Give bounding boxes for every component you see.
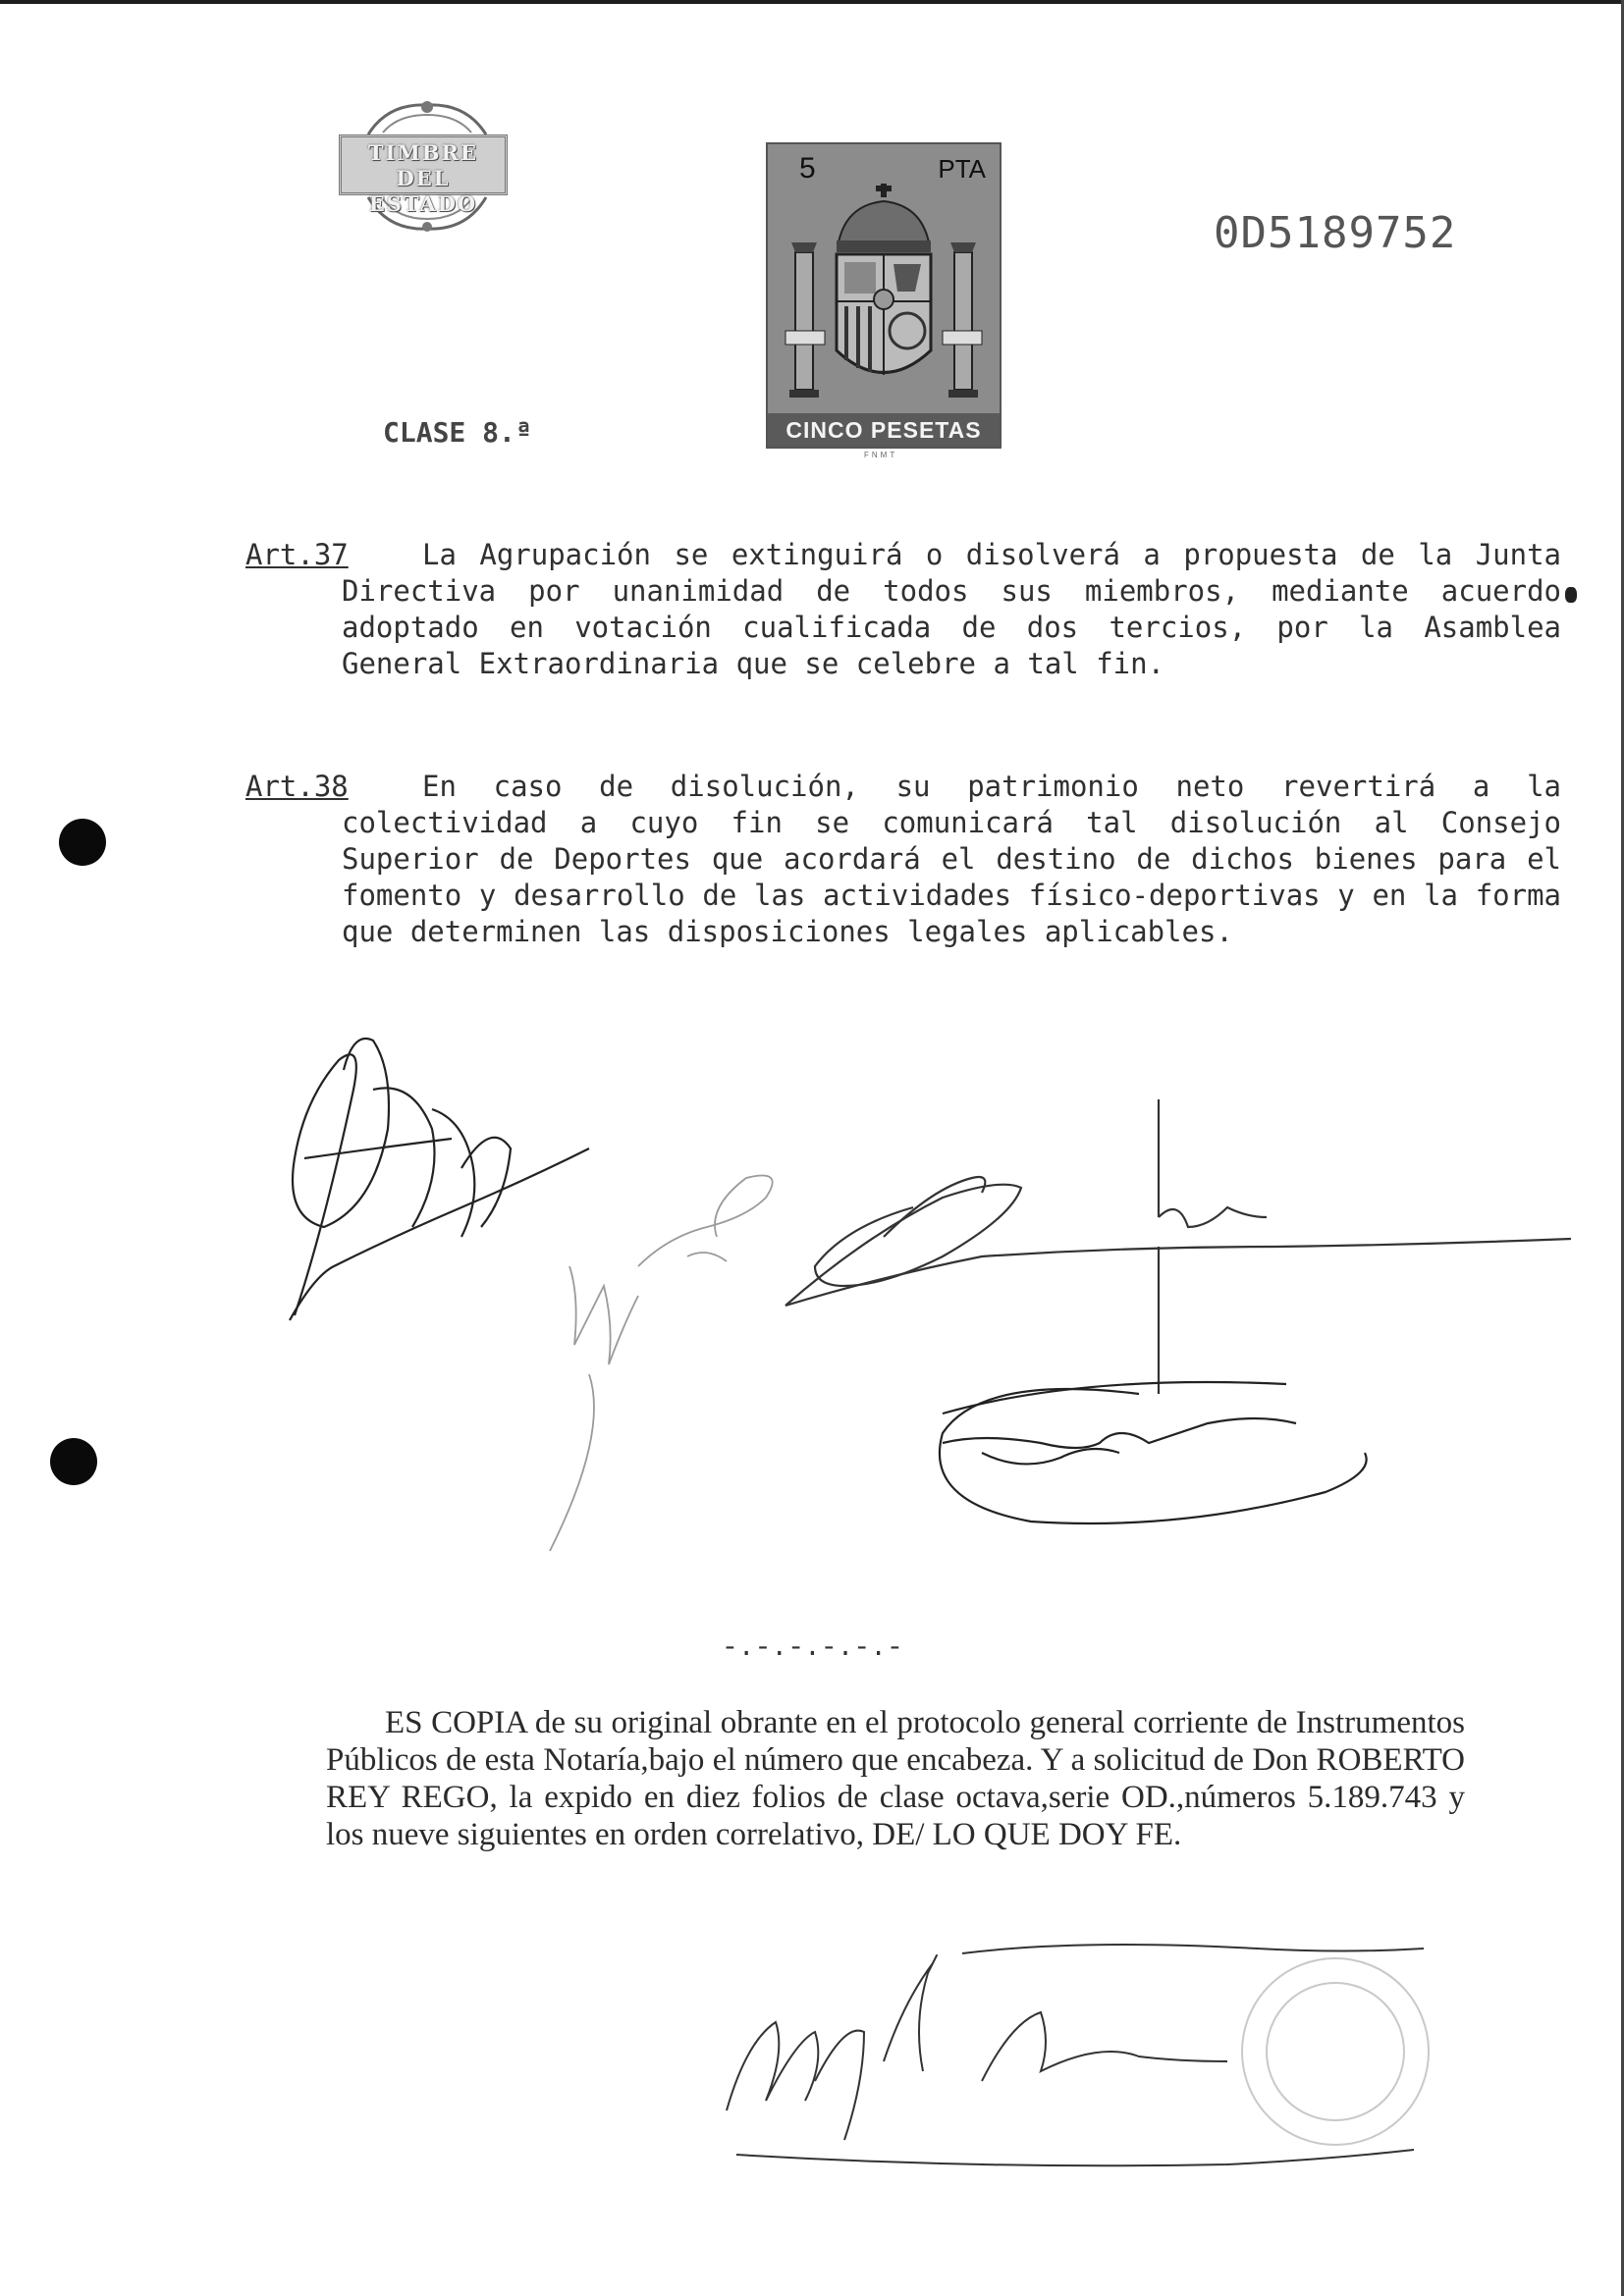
binder-hole-top [59,819,106,866]
stamp-maker-mark: FNMT [864,451,898,459]
ink-speck [1565,587,1577,603]
signature-3 [785,1099,1571,1394]
article-37-label: Art.37 [245,538,349,571]
notary-seal-faint [1242,1958,1429,2145]
signature-notary [727,1945,1424,2165]
timbre-line-1: TIMBRE [368,140,478,165]
article-37-text: La Agrupación se extinguirá o disolverá a propuesta de la Junta Directiva por unanimidad de todos sus miembros, mediante acuerdo adoptado en votación cualificada de dos tercios, por la Asamblea General Extraordinaria que se celebre a tal fin. [342,538,1561,680]
article-38-label: Art.38 [245,770,349,803]
signature-2 [550,1176,773,1552]
binder-hole-bottom [50,1438,97,1485]
article-38-text: En caso de disolución, su patrimonio neto revertirá a la colectividad a cuyo fin se comunicará tal disolución al Consejo Superior de Deportes que acordará el destino de dichos bienes para el fomento y desarrollo de las actividades físico-deportivas y en la forma que determinen las disposiciones legales aplicables. [342,770,1561,948]
clase-label: CLASE 8.ª [383,416,532,449]
stamp-label: CINCO PESETAS [768,413,1000,447]
signature-1 [290,1039,589,1320]
serial-number: 0D5189752 [1214,208,1457,258]
section-divider: -.-.-.-.-.- [722,1633,903,1664]
stamp-value: 5 [799,152,816,185]
timbre-line-2: DEL ESTADO [368,166,478,216]
certification-text: ES COPIA de su original obrante en el protocolo general corriente de Instrumentos Públicos de esta Notaría,bajo el número que encabeza. Y a solicitud de Don ROBERTO REY REGO, la expido en diez folios de clase octava,serie OD.,números 5.189.743 y los nueve siguientes en orden correlativo, DE/ LO QUE DOY FE. [326,1705,1465,1852]
stamp-currency: PTA [938,154,986,184]
notarial-certification [326,1704,1465,1853]
signature-4 [940,1382,1367,1523]
